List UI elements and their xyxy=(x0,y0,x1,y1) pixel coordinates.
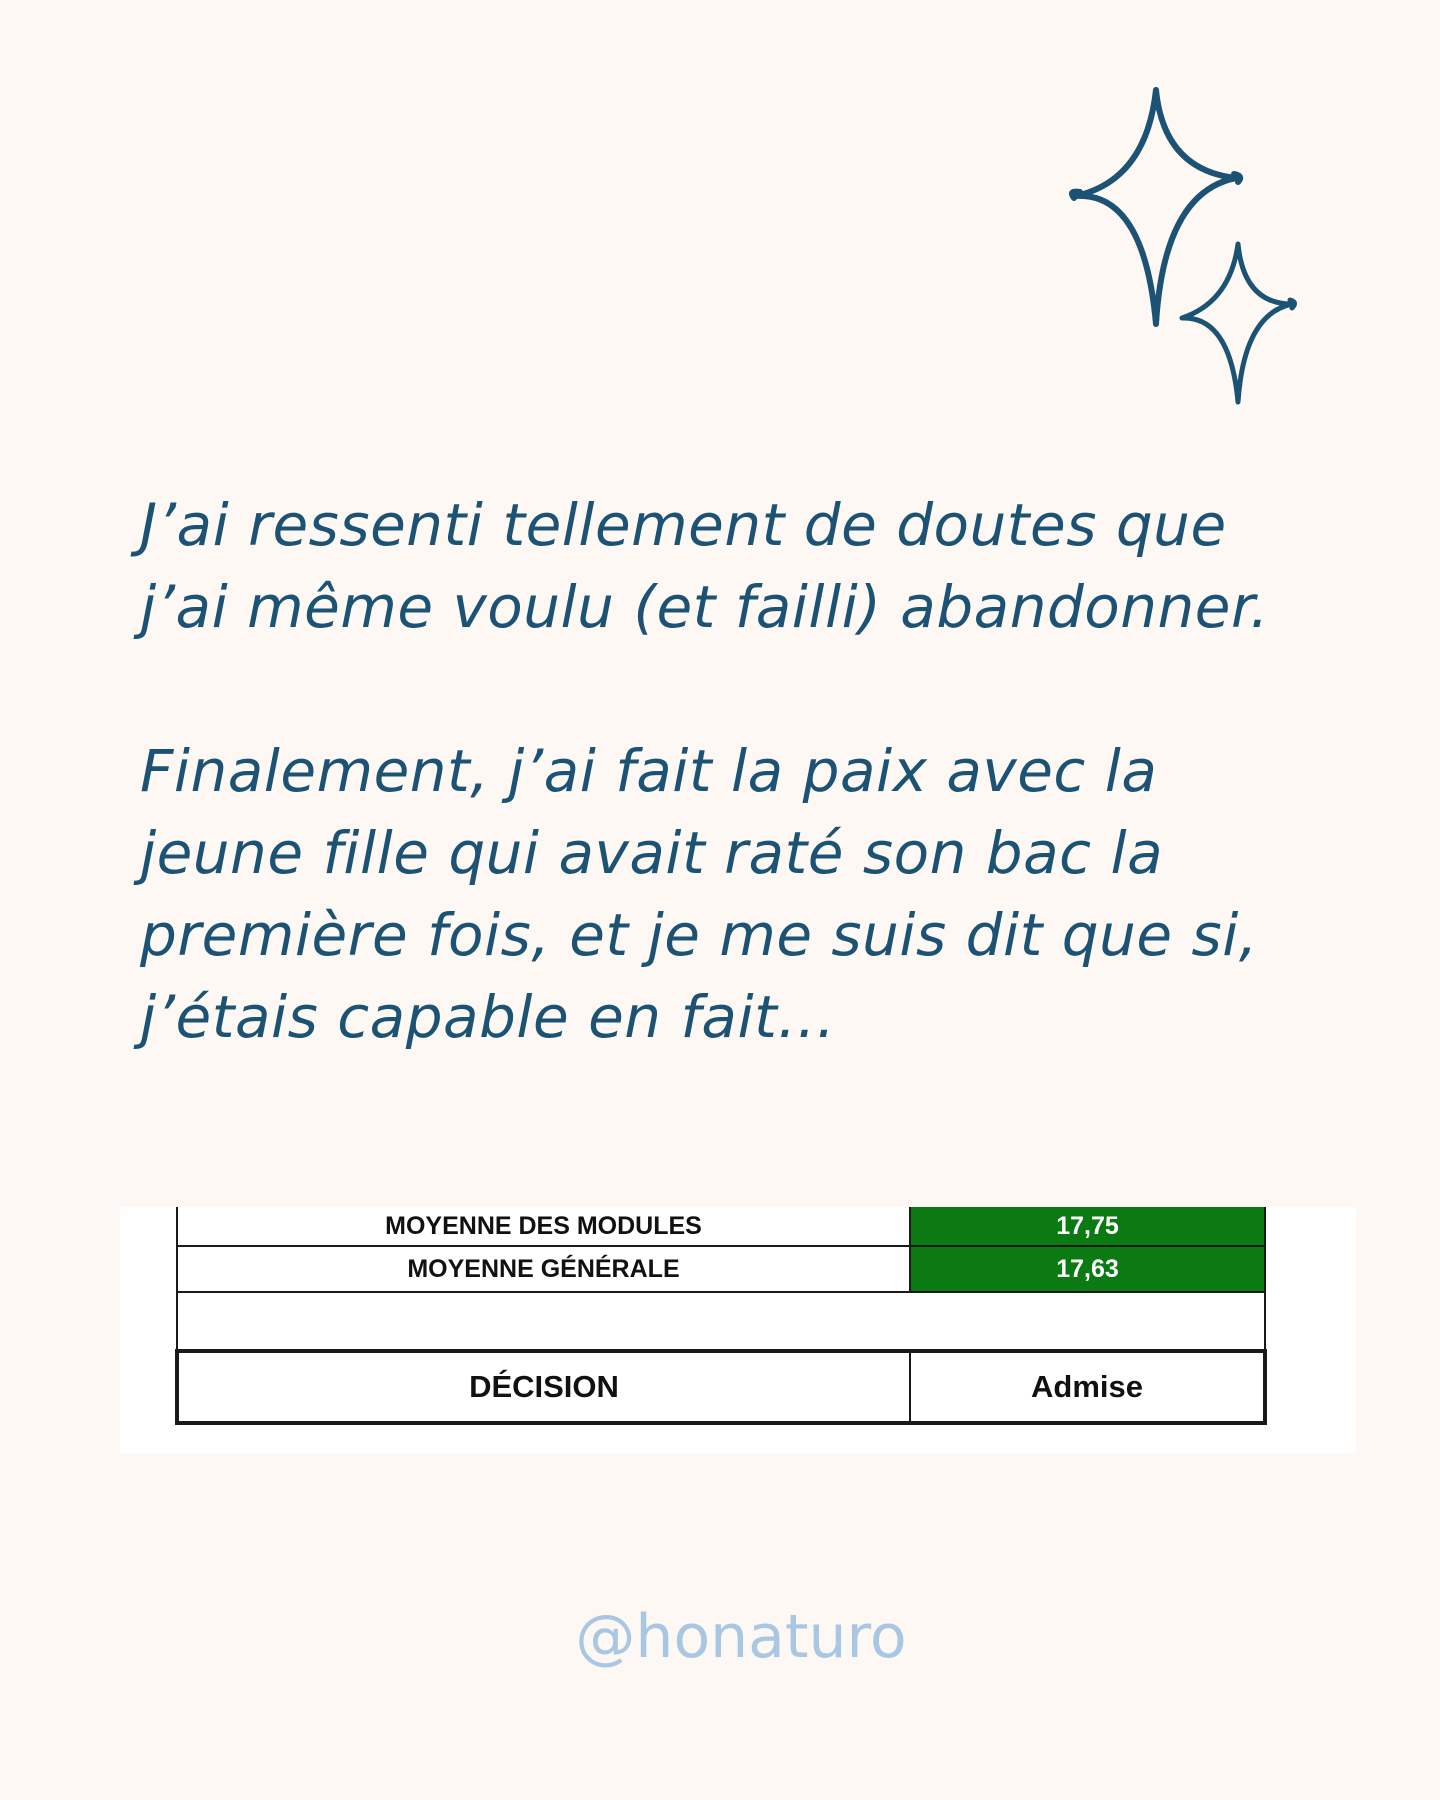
grades-card xyxy=(120,1207,1356,1453)
table-row xyxy=(177,1246,1265,1292)
sparkles-decoration xyxy=(1060,80,1300,420)
quote-paragraph-2: Finalement, j’ai fait la paix avec la jeune fille qui avait raté son bac la première fois, et je me suis dit que si, j’étais capable en fait… xyxy=(140,737,1258,1051)
table-row-decision xyxy=(177,1351,1265,1423)
empty-cell xyxy=(177,1292,1265,1351)
quote-text xyxy=(140,484,1340,1058)
row-label: MOYENNE DES MODULES xyxy=(177,1207,910,1246)
row-value: 17,75 xyxy=(910,1207,1265,1246)
table-row xyxy=(177,1207,1265,1246)
quote-paragraph-1: J’ai ressenti tellement de doutes que j’ai même voulu (et failli) abandonner. xyxy=(140,491,1269,641)
sparkle-small-icon xyxy=(1182,244,1295,402)
author-handle: @honaturo xyxy=(575,1602,907,1672)
table-row-spacer xyxy=(177,1292,1265,1351)
sparkle-large-icon xyxy=(1072,90,1240,324)
row-label: MOYENNE GÉNÉRALE xyxy=(177,1246,910,1292)
decision-label: DÉCISION xyxy=(177,1351,910,1423)
row-value: 17,63 xyxy=(910,1246,1265,1292)
decision-value: Admise xyxy=(910,1351,1265,1423)
grades-table xyxy=(175,1207,1267,1425)
